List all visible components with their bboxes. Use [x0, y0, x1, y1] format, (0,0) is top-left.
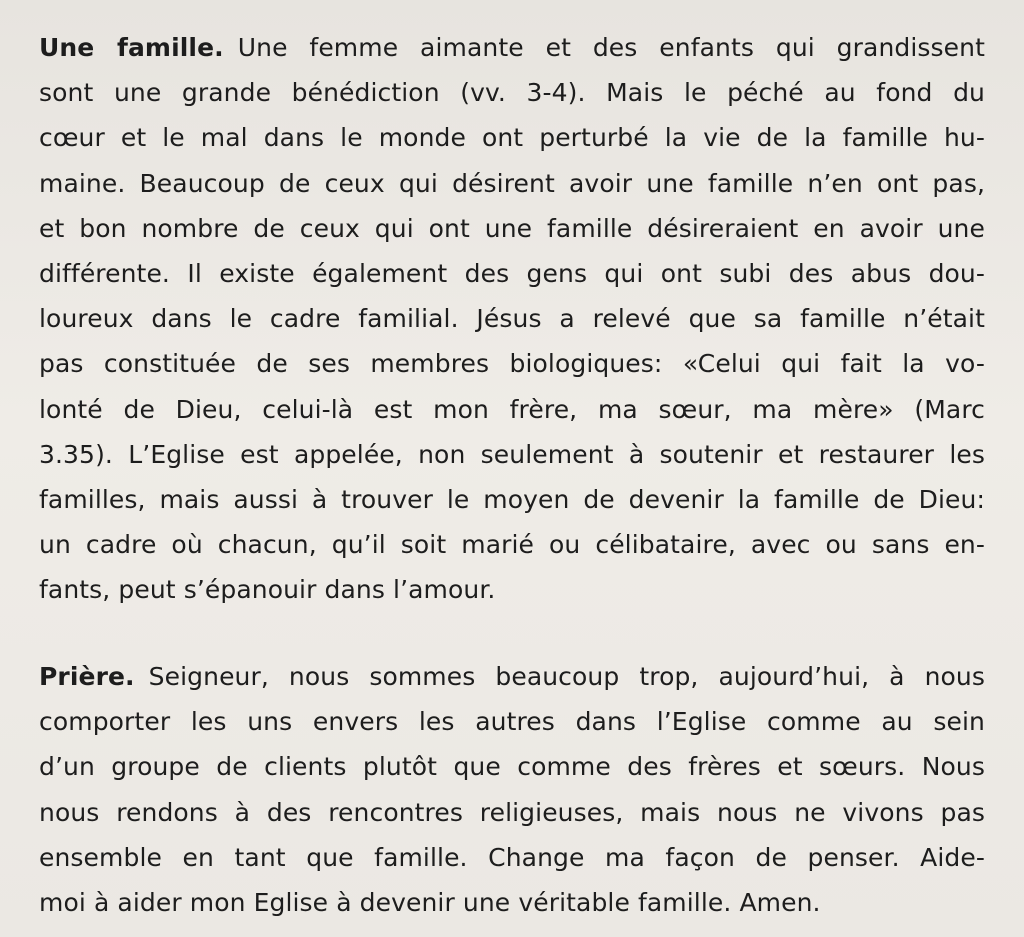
text-line: différente. Il existe également des gens qui ont subi des abus dou-	[39, 258, 985, 288]
text-line: pas constituée de ses membres biologiques: «Celui qui fait la vo-	[39, 349, 985, 379]
text-line	[39, 654, 985, 699]
text-line: nous rendons à des rencontres religieuses, mais nous ne vivons pas	[39, 797, 985, 827]
text-line: d’un groupe de clients plutôt que comme des frères et sœurs. Nous	[39, 752, 985, 782]
text-line: 3.35). L’Eglise est appelée, non seulement à soutenir et restaurer les	[39, 439, 985, 469]
line-text: Seigneur, nous sommes beaucoup trop, aujourd’hui, à nous	[148, 662, 985, 691]
text-line: fants, peut s’épanouir dans l’amour.	[39, 575, 496, 605]
text-line: ensemble en tant que famille. Change ma façon de penser. Aide-	[39, 842, 985, 872]
text-line: loureux dans le cadre familial. Jésus a relevé que sa famille n’était	[39, 304, 985, 334]
text-line: cœur et le mal dans le monde ont perturbé la vie de la famille hu-	[39, 123, 985, 153]
text-line	[39, 25, 985, 70]
section-heading: Une famille.	[39, 33, 224, 62]
text-line: sont une grande bénédiction (vv. 3-4). Mais le péché au fond du	[39, 78, 985, 108]
text-line: lonté de Dieu, celui-là est mon frère, ma sœur, ma mère» (Marc	[39, 394, 985, 424]
text-line: et bon nombre de ceux qui ont une famille désireraient en avoir une	[39, 213, 985, 243]
paragraph-une-famille	[39, 25, 985, 612]
line-text: Une femme aimante et des enfants qui grandissent	[237, 33, 985, 62]
text-line: maine. Beaucoup de ceux qui désirent avoir une famille n’en ont pas,	[39, 168, 985, 198]
paragraph-priere	[39, 654, 985, 925]
text-line: familles, mais aussi à trouver le moyen de devenir la famille de Dieu:	[39, 484, 985, 514]
text-line: moi à aider mon Eglise à devenir une véritable famille. Amen.	[39, 887, 821, 917]
text-line: comporter les uns envers les autres dans l’Eglise comme au sein	[39, 707, 985, 737]
text-line: un cadre où chacun, qu’il soit marié ou célibataire, avec ou sans en-	[39, 530, 985, 560]
section-heading: Prière.	[39, 662, 135, 691]
